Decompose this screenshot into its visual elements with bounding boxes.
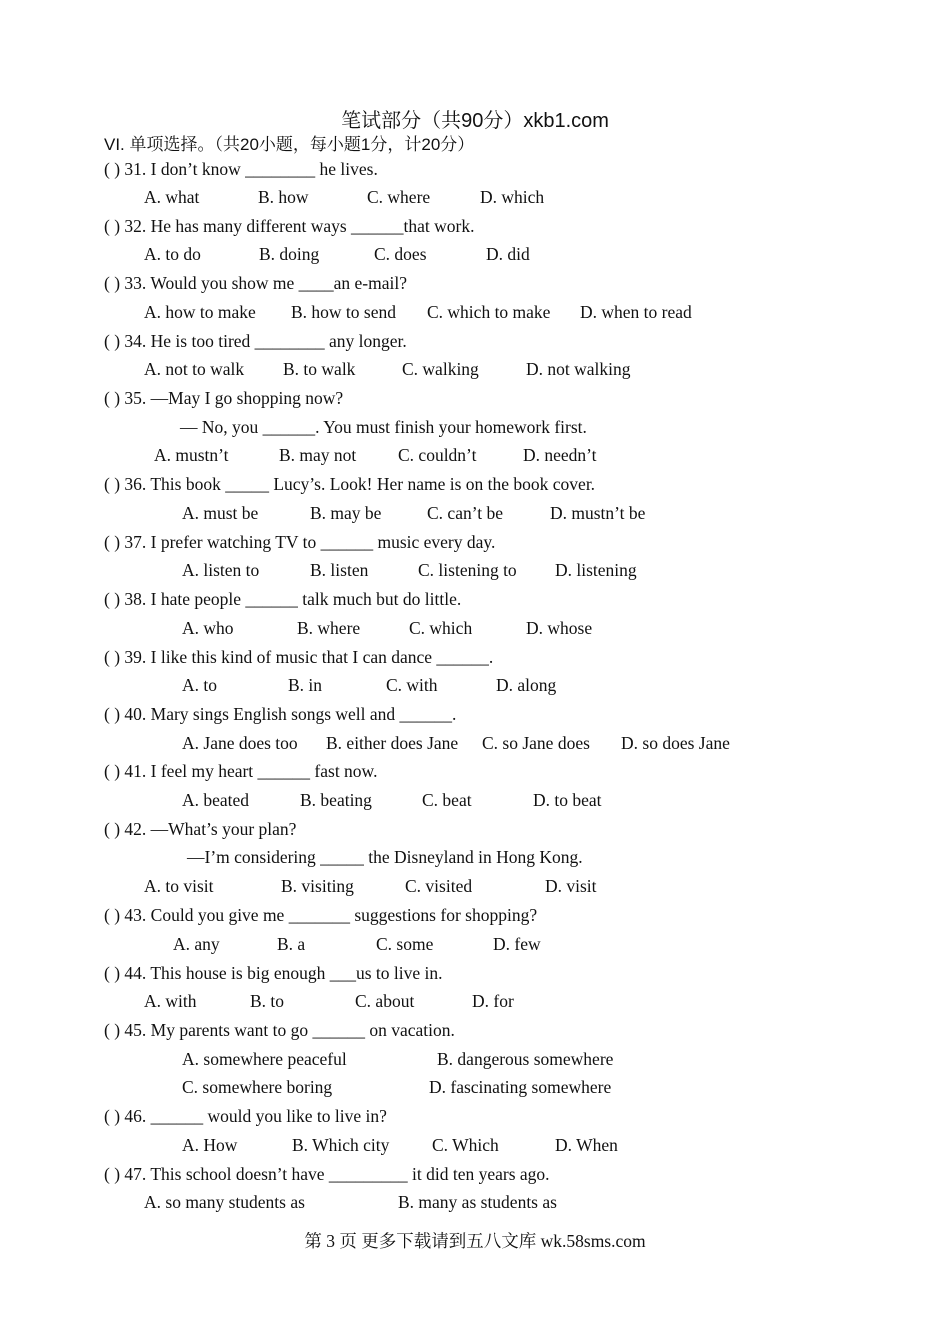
answer-option: B. where (297, 618, 361, 638)
question-stem: ( ) 40. Mary sings English songs well and ______. (104, 704, 457, 724)
answer-option: A. with (144, 991, 197, 1011)
answer-option: A. must be (182, 503, 259, 523)
question-stem: ( ) 37. I prefer watching TV to ______ music every day. (104, 532, 496, 552)
question-stem: ( ) 32. He has many different ways ______that work. (104, 216, 475, 236)
answer-option: B. doing (259, 244, 320, 264)
answer-option: D. whose (526, 618, 593, 638)
answer-option: D. which (480, 187, 545, 207)
question-reply: —I’m considering _____ the Disneyland in Hong Kong. (187, 847, 583, 867)
answer-option: B. how to send (291, 302, 396, 322)
answer-option: A. who (182, 618, 234, 638)
section-heading: VI. 单项选择。（共20小题，每小题1分，计20分） (104, 135, 475, 154)
answer-option: B. dangerous somewhere (437, 1049, 614, 1069)
answer-option: B. Which city (292, 1135, 390, 1155)
question-reply: — No, you ______. You must finish your homework first. (180, 417, 587, 437)
answer-option: C. Which (432, 1135, 499, 1155)
answer-option: D. when to read (580, 302, 692, 322)
answer-option: A. not to walk (144, 359, 245, 379)
answer-option: A. listen to (182, 560, 260, 580)
answer-option: D. When (555, 1135, 618, 1155)
answer-option: B. to (250, 991, 285, 1011)
answer-option: D. needn’t (523, 445, 597, 465)
answer-option: B. a (277, 934, 306, 954)
answer-option: A. mustn’t (154, 445, 229, 465)
answer-option: C. can’t be (427, 503, 503, 523)
answer-option: B. how (258, 187, 309, 207)
answer-option: C. which (409, 618, 473, 638)
answer-option: A. Jane does too (182, 733, 298, 753)
answer-option: D. listening (555, 560, 637, 580)
answer-option: D. not walking (526, 359, 631, 379)
answer-option: D. to beat (533, 790, 602, 810)
answer-option: C. which to make (427, 302, 551, 322)
answer-option: C. walking (402, 359, 479, 379)
answer-option: A. to (182, 675, 217, 695)
answer-option: B. to walk (283, 359, 356, 379)
answer-option: C. so Jane does (482, 733, 590, 753)
answer-option: B. beating (300, 790, 372, 810)
answer-option: C. about (355, 991, 415, 1011)
question-stem: ( ) 35. —May I go shopping now? (104, 388, 344, 408)
answer-option: B. listen (310, 560, 369, 580)
question-stem: ( ) 34. He is too tired ________ any longer. (104, 331, 407, 351)
question-stem: ( ) 41. I feel my heart ______ fast now. (104, 761, 378, 781)
question-stem: ( ) 36. This book _____ Lucy’s. Look! Her name is on the book cover. (104, 474, 596, 494)
answer-option: A. how to make (144, 302, 256, 322)
answer-option: D. visit (545, 876, 597, 896)
answer-option: A. beated (182, 790, 250, 810)
answer-option: C. couldn’t (398, 445, 477, 465)
answer-option: B. many as students as (398, 1192, 557, 1212)
answer-option: D. few (493, 934, 541, 954)
question-stem: ( ) 46. ______ would you like to live in? (104, 1106, 387, 1126)
answer-option: A. to do (144, 244, 201, 264)
answer-option: B. either does Jane (326, 733, 459, 753)
answer-option: B. may not (279, 445, 357, 465)
answer-option: C. some (376, 934, 434, 954)
answer-option: D. for (472, 991, 514, 1011)
answer-option: D. did (486, 244, 530, 264)
answer-option: D. fascinating somewhere (429, 1077, 612, 1097)
answer-option: C. does (374, 244, 427, 264)
question-stem: ( ) 42. —What’s your plan? (104, 819, 297, 839)
question-stem: ( ) 33. Would you show me ____an e-mail? (104, 273, 408, 293)
answer-option: A. somewhere peaceful (182, 1049, 347, 1069)
question-stem: ( ) 44. This house is big enough ___us to live in. (104, 963, 443, 983)
page-title: 笔试部分（共90分）xkb1.com (341, 110, 609, 132)
answer-option: C. where (367, 187, 431, 207)
answer-option: A. so many students as (144, 1192, 305, 1212)
answer-option: D. mustn’t be (550, 503, 646, 523)
answer-option: C. somewhere boring (182, 1077, 333, 1097)
answer-option: A. How (182, 1135, 238, 1155)
question-stem: ( ) 39. I like this kind of music that I can dance ______. (104, 647, 494, 667)
answer-option: A. to visit (144, 876, 214, 896)
answer-option: C. beat (422, 790, 472, 810)
answer-option: C. listening to (418, 560, 517, 580)
page-footer: 第 3 页 更多下载请到五八文库 wk.58sms.com (304, 1231, 646, 1251)
question-stem: ( ) 43. Could you give me _______ suggestions for shopping? (104, 905, 538, 925)
answer-option: A. any (173, 934, 220, 954)
question-stem: ( ) 31. I don’t know ________ he lives. (104, 159, 378, 179)
question-stem: ( ) 45. My parents want to go ______ on vacation. (104, 1020, 455, 1040)
answer-option: B. visiting (281, 876, 354, 896)
answer-option: D. so does Jane (621, 733, 730, 753)
question-stem: ( ) 38. I hate people ______ talk much but do little. (104, 589, 462, 609)
answer-option: D. along (496, 675, 557, 695)
answer-option: B. in (288, 675, 323, 695)
answer-option: C. with (386, 675, 438, 695)
question-stem: ( ) 47. This school doesn’t have _________ it did ten years ago. (104, 1164, 550, 1184)
answer-option: A. what (144, 187, 200, 207)
answer-option: B. may be (310, 503, 382, 523)
answer-option: C. visited (405, 876, 473, 896)
